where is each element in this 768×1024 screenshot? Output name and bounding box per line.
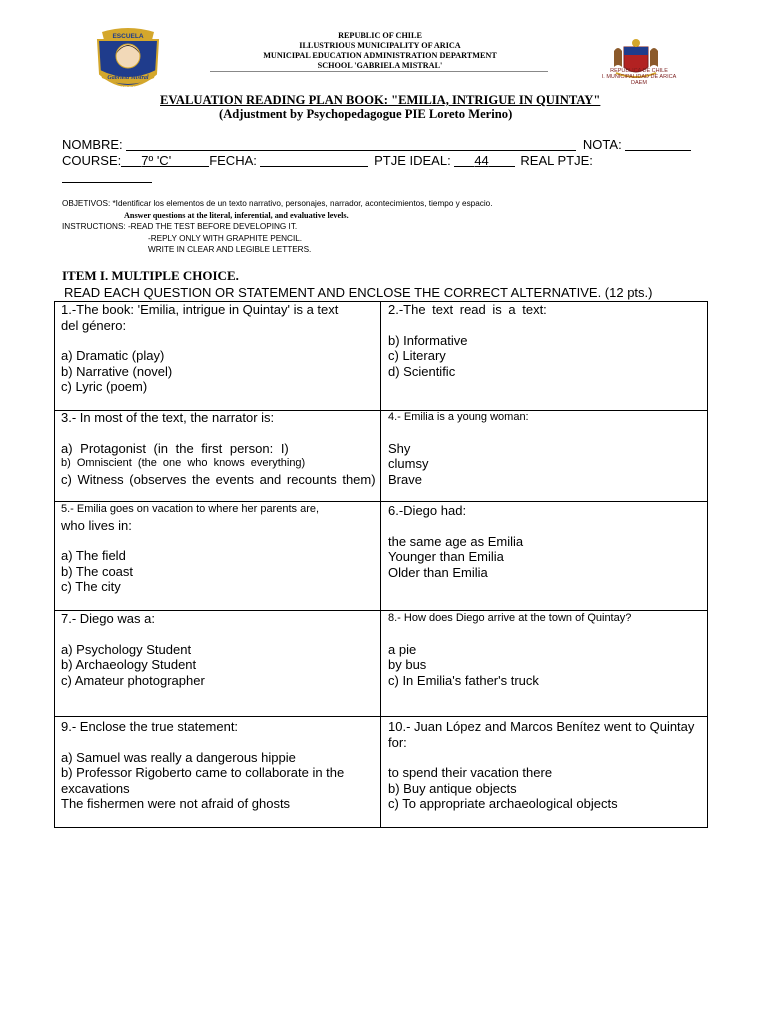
municipal-caption-line-2: I. MUNICIPALIDAD DE ARICA [601,74,677,80]
real-ptje-blank[interactable] [62,169,152,183]
question-1-option-a[interactable]: a) Dramatic (play) [61,348,165,363]
question-10-cell [388,719,708,812]
municipal-caption-line-3: DAEM [631,80,647,86]
instruction-line-2: -REPLY ONLY WITH GRAPHITE PENCIL. [148,233,303,243]
question-10-option-1[interactable]: to spend their vacation there [388,765,553,780]
document-subtitle: (Adjustment by Psychopedagogue PIE Loreto Merino) [219,107,513,121]
ptje-ideal-blank-lead [454,153,474,167]
objectives-instructions [62,198,493,256]
question-8-option-1[interactable]: a pie [388,641,417,657]
question-2-option-d[interactable]: d) Scientific [388,363,456,379]
question-8-option-2[interactable]: by bus [388,657,427,672]
ptje-ideal-value: 44 [474,153,489,168]
question-9-option-b-cont[interactable]: excavations [61,780,130,796]
name-grade-row [62,137,691,152]
question-2-option-c[interactable]: c) Literary [388,348,446,363]
question-10-stem: 10.- Juan López and Marcos Benítez went to Quintay [388,719,695,734]
question-3-option-b[interactable]: b) Omniscient (the one who knows everything) [61,457,306,469]
instruction-line-3: WRITE IN CLEAR AND LEGIBLE LETTERS. [148,245,312,254]
question-9-cell [61,719,383,812]
question-3-option-a[interactable]: a) Protagonist (in the first person: I) [61,440,289,456]
question-1-cell [61,302,383,395]
question-7-stem: 7.- Diego was a: [61,611,155,626]
header-line-4: SCHOOL 'GABRIELA MISTRAL' [317,61,443,70]
municipal-logo-caption [598,68,680,86]
question-5-option-b[interactable]: b) The coast [61,563,134,579]
question-6-cell [388,503,708,580]
question-6-option-3[interactable]: Older than Emilia [388,564,488,580]
question-1-stem: 1.-The book: 'Emilia, intrigue in Quintay' is a text [61,302,339,317]
question-9-option-b[interactable]: b) Professor Rigoberto came to collaborate in the [61,765,345,780]
course-blank-tail [171,153,209,167]
municipal-caption-line-1: REPÚBLICA DE CHILE [610,68,668,74]
course-value: 7º 'C' [141,153,172,168]
course-blank-lead [121,153,141,167]
item-title: ITEM I. MULTIPLE CHOICE. [62,268,239,283]
header-line-2: ILLUSTRIOUS MUNICIPALITY OF ARICA [299,41,461,50]
question-9-option-c[interactable]: The fishermen were not afraid of ghosts [61,796,291,811]
question-4-option-2[interactable]: clumsy [388,456,429,471]
fecha-label: FECHA: [209,153,257,168]
item-instruction: READ EACH QUESTION OR STATEMENT AND ENCLOSE THE CORRECT ALTERNATIVE. (12 pts.) [64,285,653,300]
question-5-stem-cont: who lives in: [61,517,132,533]
table-row-divider [54,716,708,717]
question-5-stem: 5.- Emilia goes on vacation to where her parents are, [61,503,320,515]
question-8-cell [388,611,708,688]
question-10-stem-cont: for: [388,734,407,750]
question-6-stem: 6.-Diego had: [388,503,467,518]
question-3-cell [61,410,383,487]
question-7-option-b[interactable]: b) Archaeology Student [61,657,197,672]
question-5-option-a[interactable]: a) The field [61,548,126,563]
question-10-option-c[interactable]: c) To appropriate archaeological objects [388,796,618,811]
school-crest-logo [92,26,164,100]
question-5-cell [61,502,383,595]
nombre-blank[interactable] [126,137,576,151]
question-6-option-2[interactable]: Younger than Emilia [388,549,504,564]
question-8-option-3[interactable]: c) In Emilia's father's truck [388,672,539,688]
question-4-stem: 4.- Emilia is a young woman: [388,411,529,423]
question-9-stem: 9.- Enclose the true statement: [61,719,239,734]
real-ptje-row [62,169,152,184]
question-2-cell [388,302,708,379]
question-3-option-c[interactable]: c) Witness (observes the events and recounts them) [61,471,376,487]
crest-band-text: Gabriela Mistral [107,75,149,81]
ptje-ideal-label: PTJE IDEAL: [374,153,451,168]
question-7-option-a[interactable]: a) Psychology Student [61,641,192,657]
course-label: COURSE: [62,153,122,168]
question-1-stem-cont: del género: [61,317,127,333]
question-6-option-1[interactable]: the same age as Emilia [388,533,524,549]
question-4-cell [388,410,708,487]
real-ptje-label: REAL PTJE: [520,153,593,168]
question-8-stem: 8.- How does Diego arrive at the town of Quintay? [388,612,632,624]
ptje-ideal-blank-tail [489,153,515,167]
objective-line-1: OBJETIVOS: *Identificar los elementos de un texto narrativo, personajes, narrador, acontecimientos, tiempo y espacio. [62,199,493,208]
question-3-stem: 3.- In most of the text, the narrator is: [61,410,275,425]
header-divider [210,71,548,72]
question-2-option-b[interactable]: b) Informative [388,332,468,348]
header-line-1: REPUBLIC OF CHILE [338,31,422,40]
nota-label: NOTA: [582,137,622,152]
question-1-option-b[interactable]: b) Narrative (novel) [61,363,173,379]
nota-blank[interactable] [625,137,691,151]
fecha-blank[interactable] [260,153,368,167]
question-2-stem: 2.-The text read is a text: [388,302,547,317]
question-9-option-a[interactable]: a) Samuel was really a dangerous hippie [61,749,296,765]
course-date-row [62,153,593,168]
question-10-option-b[interactable]: b) Buy antique objects [388,780,517,796]
document-title: EVALUATION READING PLAN BOOK: "EMILIA, INTRIGUE IN QUINTAY" [160,93,601,107]
crest-bottom-text: ARICA [121,85,135,90]
question-7-cell [61,611,383,688]
instruction-line-1: INSTRUCTIONS: -READ THE TEST BEFORE DEVELOPING IT. [62,222,298,231]
question-4-option-3[interactable]: Brave [388,471,422,487]
question-5-option-c[interactable]: c) The city [61,579,121,594]
objective-line-2: Answer questions at the literal, inferential, and evaluative levels. [124,210,349,220]
question-1-option-c[interactable]: c) Lyric (poem) [61,379,148,394]
crest-top-text: ESCUELA [112,33,144,40]
question-4-option-1[interactable]: Shy [388,440,411,456]
header-line-3: MUNICIPAL EDUCATION ADMINISTRATION DEPARTMENT [263,51,497,60]
question-7-option-c[interactable]: c) Amateur photographer [61,672,205,688]
nombre-label: NOMBRE: [62,137,123,152]
institution-header [210,31,550,71]
